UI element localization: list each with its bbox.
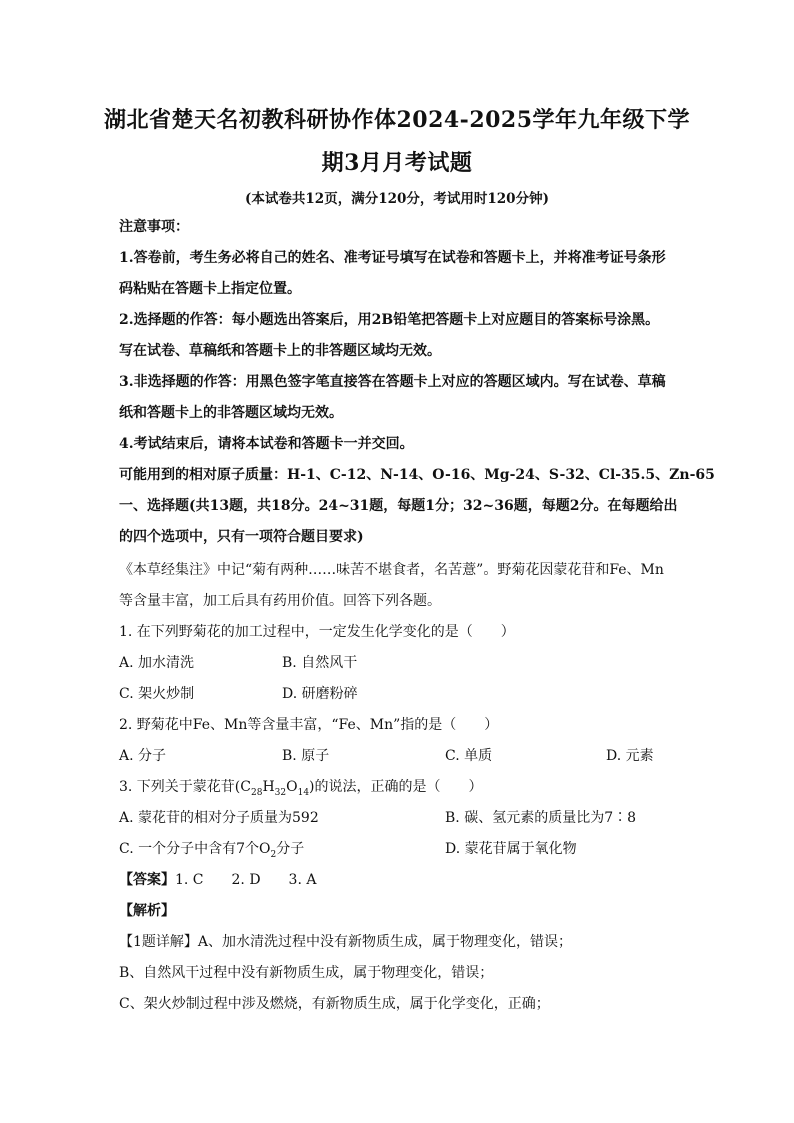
notice-item-2-line1: 2.选择题的作答：每小题选出答案后，用2B铅笔把答题卡上对应题目的答案标号涂黑。 xyxy=(119,312,660,328)
notice-item-3-line1: 3.非选择题的作答：用黑色签字笔直接答在答题卡上对应的答题区域内。写在试卷、草稿 xyxy=(119,374,666,390)
answer-label: 【答案】 xyxy=(119,872,175,888)
question-1-option-c: C. 架火炒制 xyxy=(119,686,195,702)
option-c-text-start: C. 一个分子中含有7个O xyxy=(119,841,271,857)
passage-line2: 等含量丰富，加工后具有药用价值。回答下列各题。 xyxy=(119,593,441,609)
notice-heading: 注意事项： xyxy=(119,219,189,235)
notice-item-2-line2: 写在试卷、草稿纸和答题卡上的非答题区域均无效。 xyxy=(119,343,441,359)
question-1-option-d: D. 研磨粉碎 xyxy=(282,686,358,702)
question-2-option-a: A. 分子 xyxy=(119,748,167,764)
section-heading-line1: 一、选择题(共13题，共18分。24~31题，每题1分；32~36题，每题2分。在每题给出 xyxy=(119,498,678,514)
question-2-option-b: B. 原子 xyxy=(282,748,330,764)
option-c-subscript: 2 xyxy=(270,849,277,860)
option-c-text-end: 分子 xyxy=(276,841,305,857)
passage-line1: 《本草经集注》中记“菊有两种……味苦不堪食者，名苦薏”。野菊花因蒙花苷和Fe、Mn xyxy=(119,562,664,578)
question-1-stem: 1. 在下列野菊花的加工过程中，一定发生化学变化的是（ ） xyxy=(119,624,515,640)
notice-item-3-line2: 纸和答题卡上的非答题区域均无效。 xyxy=(119,405,343,421)
notice-item-4: 4.考试结束后，请将本试卷和答题卡一并交回。 xyxy=(119,436,414,452)
notice-item-1-line2: 码粘贴在答题卡上指定位置。 xyxy=(119,281,301,297)
question-2-option-c: C. 单质 xyxy=(445,748,493,764)
analysis-line3: C、架火炒制过程中涉及燃烧，有新物质生成，属于化学变化，正确； xyxy=(119,996,550,1012)
formula-h-subscript: 32 xyxy=(274,787,287,798)
analysis-line1: 【1题详解】A、加水清洗过程中没有新物质生成，属于物理变化，错误； xyxy=(119,934,573,950)
question-2-option-d: D. 元素 xyxy=(606,748,654,764)
atomic-masses: 可能用到的相对原子质量：H-1、C-12、N-14、O-16、Mg-24、S-32、Cl-35.5、Zn-65 xyxy=(119,467,715,483)
page-title-line2: 期3月月考试题 xyxy=(321,150,473,176)
question-1-option-a: A. 加水清洗 xyxy=(119,655,195,671)
page-title-line1: 湖北省楚天名初教科研协作体2024-2025学年九年级下学 xyxy=(103,107,691,133)
formula-o: O xyxy=(286,779,298,795)
section-heading-line2: 的四个选项中，只有一项符合题目要求) xyxy=(119,529,364,545)
answer-line xyxy=(119,870,316,890)
question-2-stem: 2. 野菊花中Fe、Mn等含量丰富，“Fe、Mn”指的是（ ） xyxy=(119,717,499,733)
question-3-stem-end: )的说法，正确的是（ ） xyxy=(309,779,483,795)
answer-values: 1. C 2. D 3. A xyxy=(175,872,317,888)
formula-h: H xyxy=(262,779,275,795)
question-3-option-b: B. 碳、氢元素的质量比为7∶8 xyxy=(445,810,637,826)
analysis-label: 【解析】 xyxy=(119,903,175,919)
question-3-stem xyxy=(119,777,483,803)
question-3-stem-start: 3. 下列关于蒙花苷(C xyxy=(119,779,251,795)
notice-item-1-line1: 1.答卷前，考生务必将自己的姓名、准考证号填写在试卷和答题卡上，并将准考证号条形 xyxy=(119,250,666,266)
question-3-option-d: D. 蒙花苷属于氧化物 xyxy=(445,841,577,857)
question-3-option-a: A. 蒙花苷的相对分子质量为592 xyxy=(119,810,319,826)
exam-info: (本试卷共12页，满分120分，考试用时120分钟) xyxy=(245,191,549,207)
analysis-line2: B、自然风干过程中没有新物质生成，属于物理变化，错误； xyxy=(119,965,494,981)
formula-c-subscript: 28 xyxy=(250,787,263,798)
question-1-option-b: B. 自然风干 xyxy=(282,655,358,671)
question-3-option-c xyxy=(119,839,304,865)
formula-o-subscript: 14 xyxy=(297,787,310,798)
